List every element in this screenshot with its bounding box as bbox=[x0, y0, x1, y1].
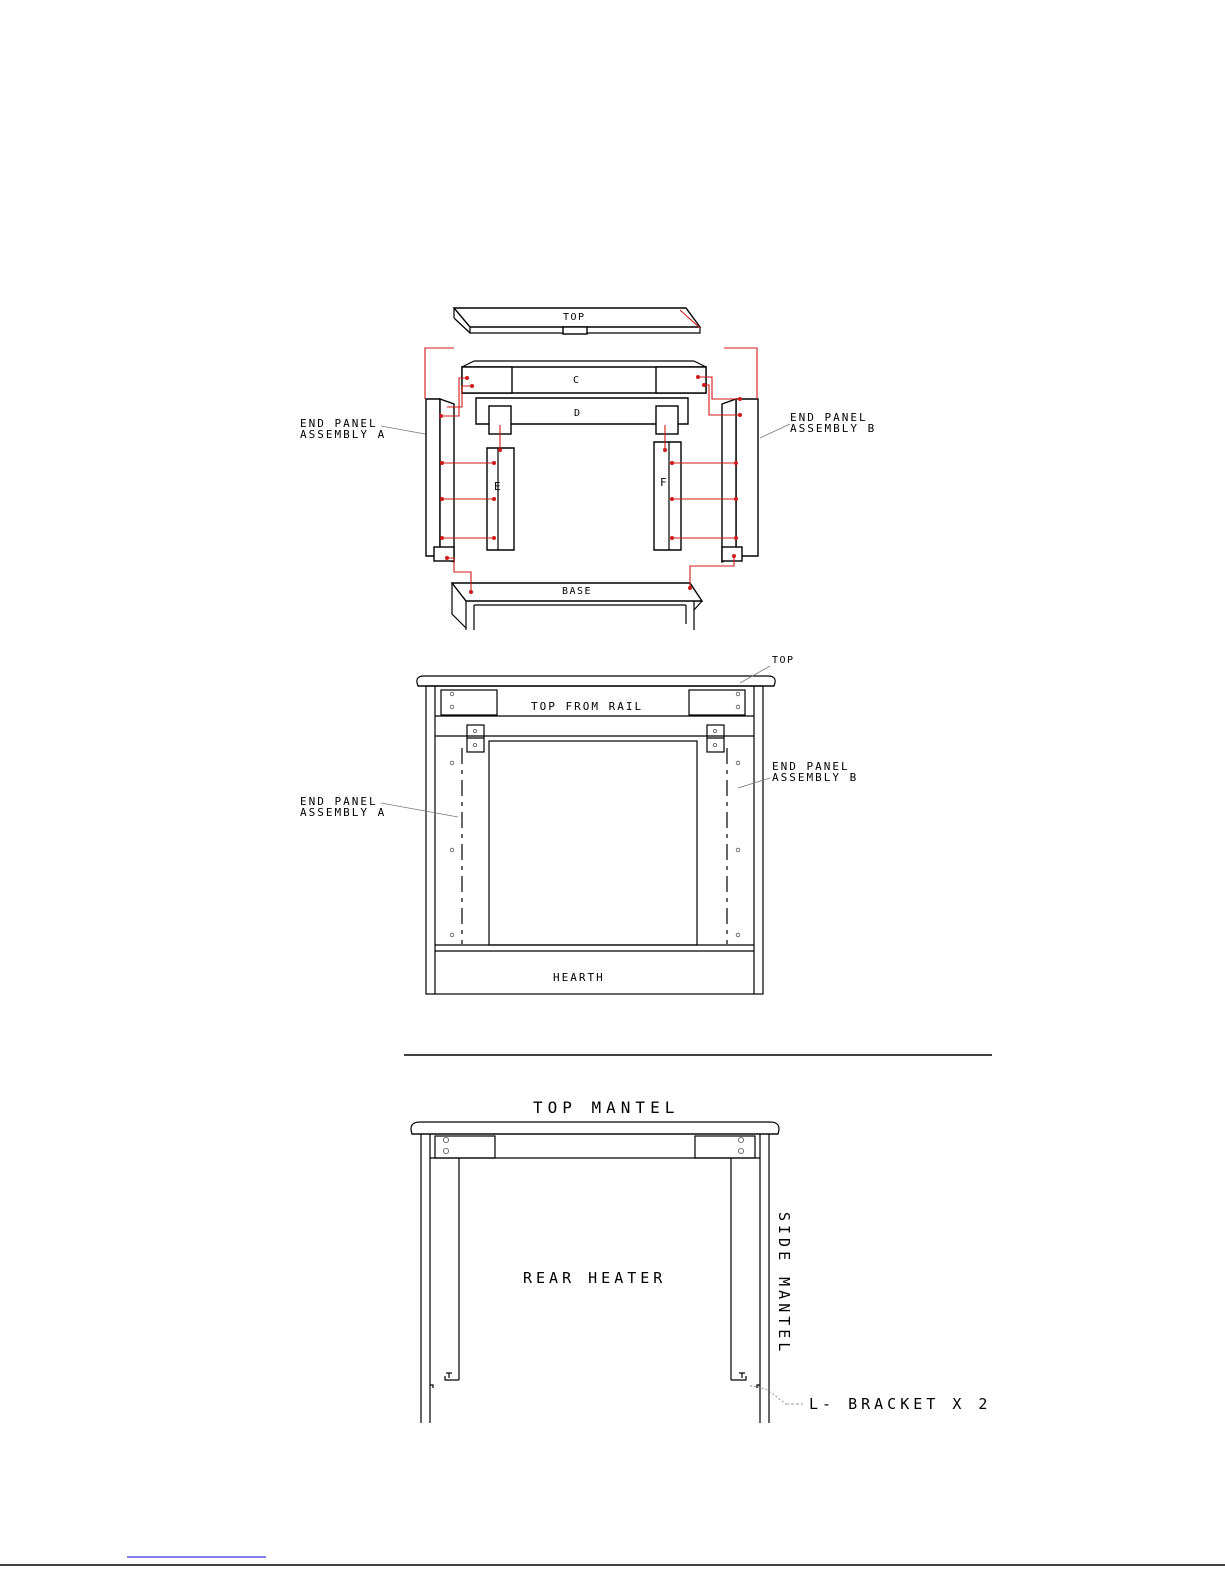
hearth-label: HEARTH bbox=[553, 971, 605, 984]
front-view bbox=[300, 655, 858, 994]
front-end-panel-a-label-1: END PANEL bbox=[300, 795, 378, 808]
front-end-panel-b-label-1: END PANEL bbox=[772, 760, 850, 773]
rail-c-label: C bbox=[573, 375, 581, 386]
l-bracket-left bbox=[430, 1373, 459, 1388]
top-mantel-label: TOP MANTEL bbox=[533, 1098, 680, 1117]
base-board bbox=[452, 583, 702, 630]
end-panel-a-label-2: ASSEMBLY A bbox=[300, 428, 387, 441]
rear-heater-label: REAR HEATER bbox=[523, 1269, 667, 1287]
l-bracket-label: L- BRACKET X 2 bbox=[809, 1395, 992, 1413]
front-top-label: TOP bbox=[772, 655, 795, 666]
assembly-guides bbox=[425, 310, 757, 592]
base-label: BASE bbox=[562, 586, 593, 597]
front-view-holes bbox=[450, 692, 740, 937]
end-panel-b-label-1: END PANEL bbox=[790, 411, 868, 424]
leg-e-label: E bbox=[494, 480, 501, 493]
side-mantel-label: SIDE MANTEL bbox=[775, 1212, 793, 1356]
leg-f bbox=[654, 442, 681, 550]
front-end-panel-b-label-2: ASSEMBLY B bbox=[772, 771, 859, 784]
top-front-rail-label: TOP FROM RAIL bbox=[531, 700, 644, 713]
rail-d bbox=[476, 398, 688, 434]
exploded-view bbox=[300, 308, 876, 630]
rear-view bbox=[411, 1098, 991, 1423]
front-end-panel-a-label-2: ASSEMBLY A bbox=[300, 806, 387, 819]
l-bracket-right bbox=[731, 1373, 760, 1388]
leg-f-label: F bbox=[660, 476, 667, 489]
top-label: TOP bbox=[563, 312, 586, 323]
end-panel-b-label-2: ASSEMBLY B bbox=[790, 422, 877, 435]
rail-d-label: D bbox=[574, 408, 582, 419]
end-panel-a-label-1: END PANEL bbox=[300, 417, 378, 430]
top-board bbox=[454, 308, 700, 334]
rail-c bbox=[462, 361, 706, 393]
